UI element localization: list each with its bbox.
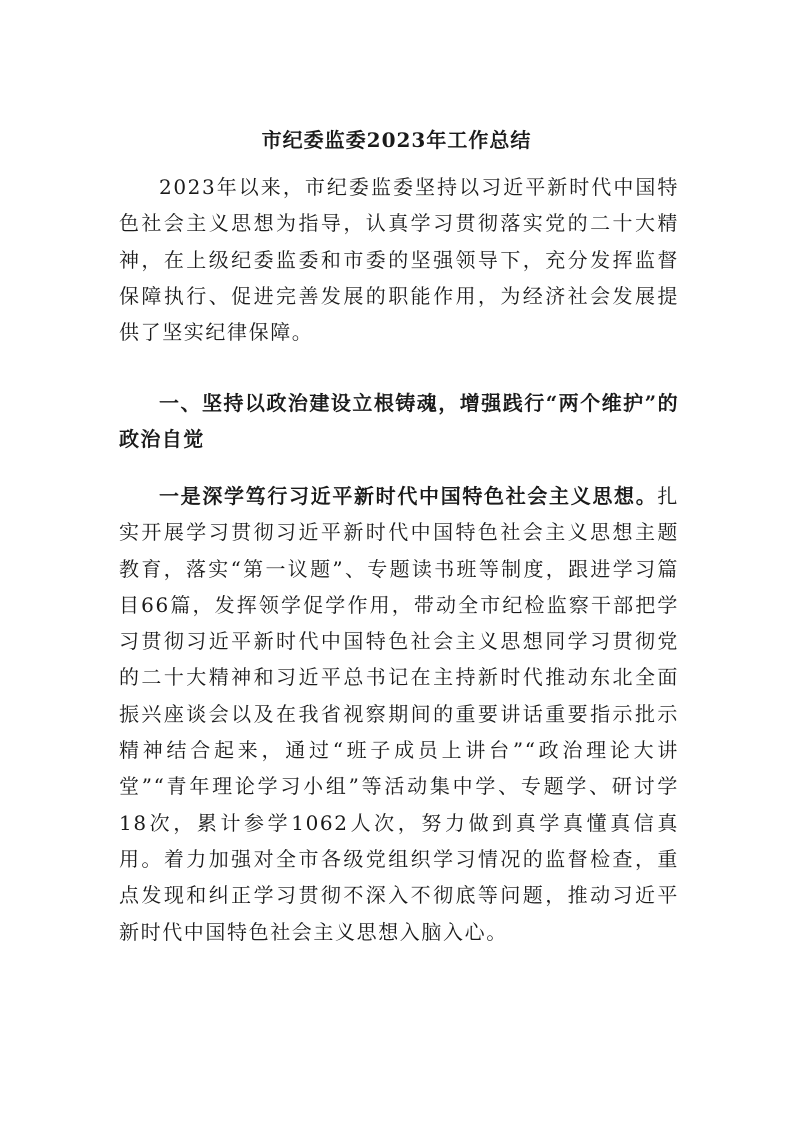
- section-heading-1: 一、坚持以政治建设立根铸魂，增强践行“两个维护”的政治自觉: [119, 391, 679, 452]
- document-title: 市纪委监委2023年工作总结: [261, 128, 532, 152]
- paragraph-body-text: 扎实开展学习贯彻习近平新时代中国特色社会主义思想主题教育，落实“第一议题”、专题读书班等制度，跟进学习篇目66篇，发挥领学促学作用，带动全市纪检监察干部把学习贯彻习近平新时代中国特色社会主义思想同学习贯彻党的二十大精神和习近平总书记在主持新时代推动东北全面振兴座谈会以及在我省视察期间的重要讲话重要指示批示精神结合起来，通过“班子成员上讲台”“政治理论大讲堂”“青年理论学习小组”等活动集中学、专题学、研讨学18次，累计参学1062人次，努力做到真学真懂真信真用。着力加强对全市各级党组织学习情况的监督检查，重点发现和纠正学习贯彻不深入不彻底等问题，推动习近平新时代中国特色社会主义思想入脑入心。: [119, 484, 679, 944]
- section1-paragraph-1: [119, 478, 679, 950]
- paragraph-lead-sentence: 一是深学笃行习近平新时代中国特色社会主义思想。: [159, 484, 658, 508]
- intro-paragraph: 2023年以来，市纪委监委坚持以习近平新时代中国特色社会主义思想为指导，认真学习贯彻落实党的二十大精神，在上级纪委监委和市委的坚强领导下，充分发挥监督保障执行、促进完善发展的职能作用，为经济社会发展提供了坚实纪律保障。: [119, 175, 679, 345]
